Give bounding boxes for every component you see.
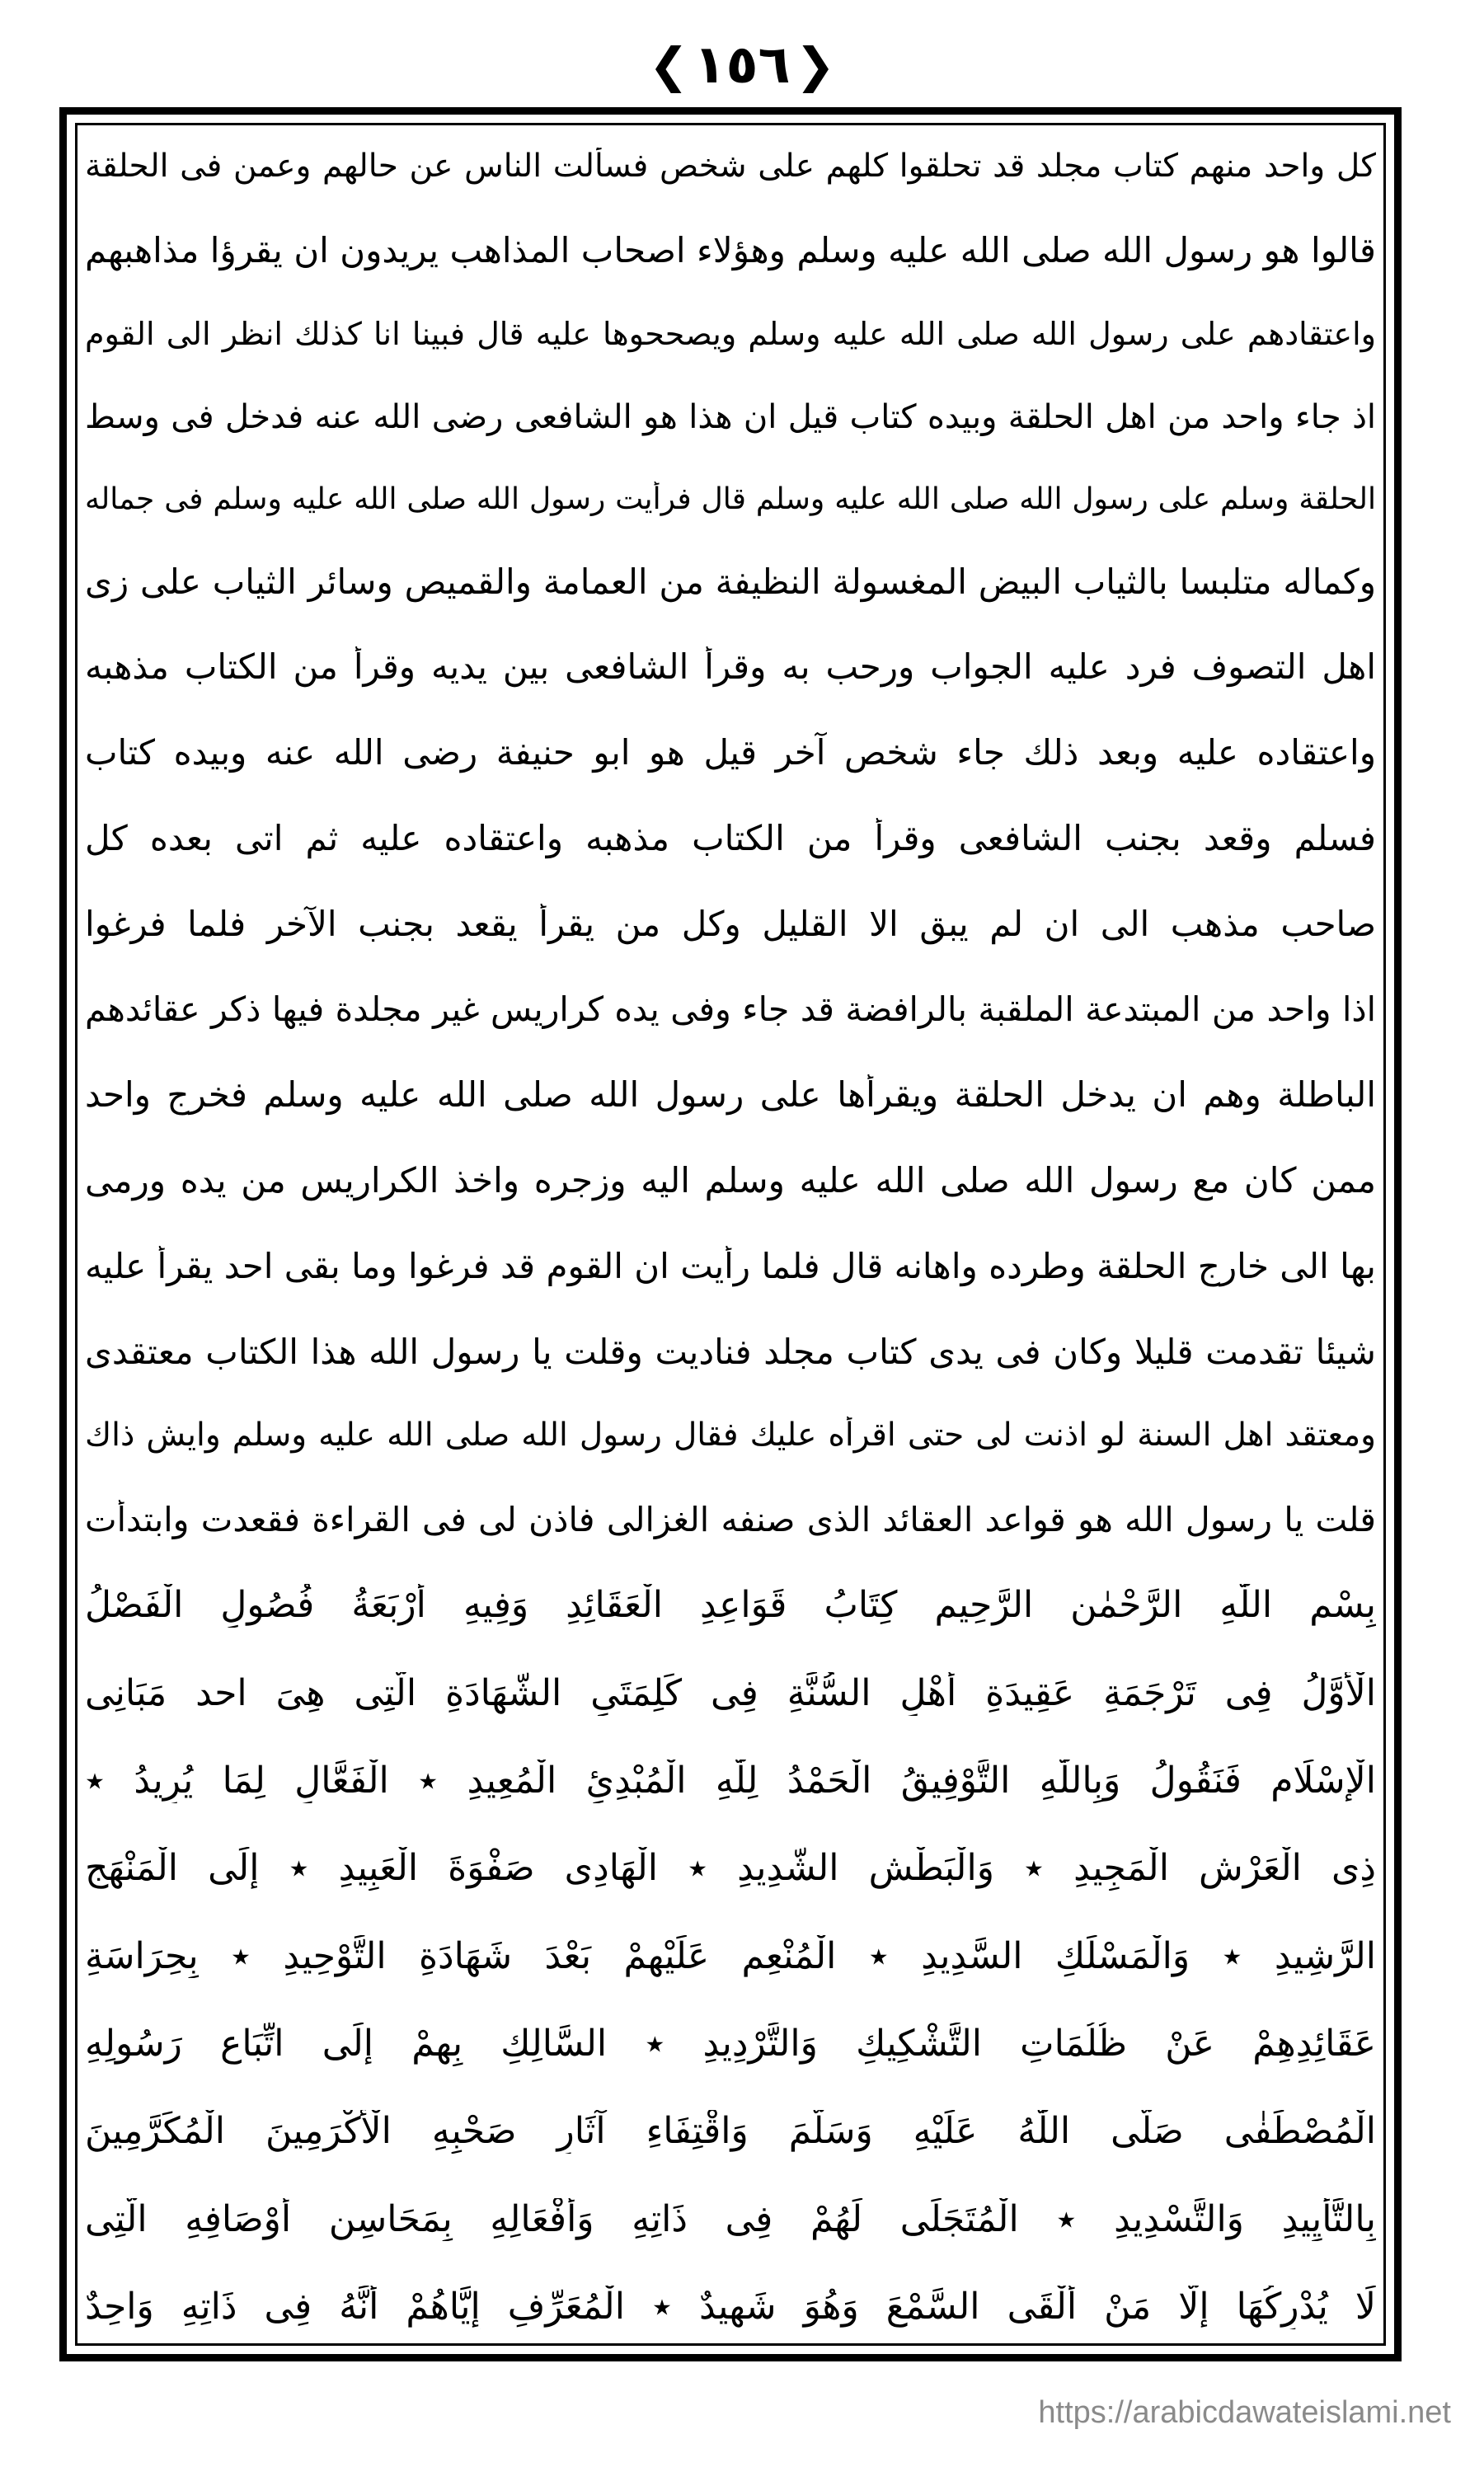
vocalized-text-line: بِالتَّأْيِيدِ وَالتَّسْدِيدِ ٭ الْمُتَجَلِّى لَهُمْ فِى ذَاتِهِ وَأَفْعَالِهِ بِمَحَاسِنِ أَوْصَافِهِ الَّتِى xyxy=(85,2197,1376,2240)
page-header xyxy=(0,28,1484,102)
text-line: اذا واحد من المبتدعة الملقبة بالرافضة قد جاء وفى يده كراريس غير مجلدة فيها ذكر عقائدهم xyxy=(85,989,1376,1030)
vocalized-text-line: الْأَوَّلُ فِى تَرْجَمَةِ عَقِيدَةِ أَهْلِ السُّنَّةِ فِى كَلِمَتَىِ الشَّهَادَةِ الَّتِى هِىَ احد مَبَانِى xyxy=(85,1671,1376,1714)
vocalized-text-line: الرَّشِيدِ ٭ وَالْمَسْلَكِ السَّدِيدِ ٭ الْمُنْعِمِ عَلَيْهِمْ بَعْدَ شَهَادَةِ التَّوْحِيدِ ٭ بِحِرَاسَةِ xyxy=(85,1934,1376,1977)
text-line: واعتقاده عليه وبعد ذلك جاء شخص آخر قيل هو ابو حنيفة رضى الله عنه وبيده كتاب xyxy=(85,732,1376,773)
text-line: الباطلة وهم ان يدخل الحلقة ويقرأها على رسول الله صلى الله عليه وسلم فخرج واحد xyxy=(85,1074,1376,1115)
text-line: واعتقادهم على رسول الله صلى الله عليه وسلم ويصححوها عليه قال فبينا انا كذلك انظر الى القوم xyxy=(85,316,1376,353)
text-line: اهل التصوف فرد عليه الجواب ورحب به وقرأ الشافعى بين يديه وقرأ من الكتاب مذهبه xyxy=(85,646,1376,688)
vocalized-text-line: ذِى الْعَرْشِ الْمَجِيدِ ٭ وَالْبَطْشِ الشَّدِيدِ ٭ الْهَادِى صَفْوَةَ الْعَبِيدِ ٭ إِلَى الْمَنْهَجِ xyxy=(85,1847,1376,1890)
source-watermark: https://arabicdawateislami.net xyxy=(1038,2395,1451,2430)
body-text xyxy=(85,148,1376,2329)
text-line: ومعتقد اهل السنة لو اذنت لى حتى اقرأه عليك فقال رسول الله صلى الله عليه وسلم وايش ذاك xyxy=(85,1417,1376,1454)
text-line: اذ جاء واحد من اهل الحلقة وبيده كتاب قيل ان هذا هو الشافعى رضى الله عنه فدخل فى وسط xyxy=(85,398,1376,437)
vocalized-text-line: لَا يُدْرِكُهَا إِلَّا مَنْ أَلْقَى السَّمْعَ وَهُوَ شَهِيدٌ ٭ الْمُعَرِّفِ إِيَّاهُمْ أَنَّهُ فِى ذَاتِهِ وَاحِدٌ xyxy=(85,2285,1376,2328)
text-line: قالوا هو رسول الله صلى الله عليه وسلم وهؤلاء اصحاب المذاهب يريدون ان يقرؤا مذاهبهم xyxy=(85,230,1376,271)
text-line: شيئا تقدمت قليلا وكان فى يدى كتاب مجلد فناديت وقلت يا رسول الله هذا الكتاب معتقدى xyxy=(85,1331,1376,1372)
page-number: ١٥٦ xyxy=(693,35,791,96)
page-number-ornament xyxy=(649,35,835,96)
page-frame xyxy=(59,107,1402,2361)
vocalized-text-line: عَقَائِدِهِمْ عَنْ ظُلُمَاتِ التَّشْكِيكِ وَالتَّرْدِيدِ ٭ السَّالِكِ بِهِمْ إِلَى اتِّبَاعِ رَسُولِهِ xyxy=(85,2022,1376,2065)
vocalized-text-line: الْمُصْطَفٰى صَلَّى اللّٰهُ عَلَيْهِ وَسَلَّمَ وَاقْتِفَاءِ آثَارِ صَحْبِهِ الْأَكْرَمِينَ الْمُكَرَّمِينَ xyxy=(85,2110,1376,2153)
ornament-right-icon: ❯ xyxy=(795,37,836,93)
text-line: بها الى خارج الحلقة وطرده واهانه قال فلما رأيت ان القوم قد فرغوا وما بقى احد يقرأ عليه xyxy=(85,1245,1376,1286)
vocalized-text-line: الْإِسْلَامِ فَنَقُولُ وَبِاللّٰهِ التَّوْفِيقُ الْحَمْدُ لِلّٰهِ الْمُبْدِئِ الْمُعِيدِ ٭ الْفَعَّالِ لِمَا يُرِيدُ ٭ xyxy=(85,1760,1376,1802)
vocalized-text-line: بِسْمِ اللّٰهِ الرَّحْمٰنِ الرَّحِيمِ كِتَابُ قَوَاعِدِ الْعَقَائِدِ وَفِيهِ أَرْبَعَةُ فُصُولٍ الْفَصْلُ xyxy=(85,1584,1376,1627)
text-line: وكماله متلبسا بالثياب البيض المغسولة النظيفة من العمامة والقميص وسائر الثياب على زى xyxy=(85,561,1376,602)
text-line: قلت يا رسول الله هو قواعد العقائد الذى صنفه الغزالى فاذن لى فى القراءة فقعدت وابتدأت xyxy=(85,1499,1376,1539)
text-line: صاحب مذهب الى ان لم يبق الا القليل وكل من يقرأ يقعد بجنب الآخر فلما فرغوا xyxy=(85,904,1376,945)
text-line: الحلقة وسلم على رسول الله صلى الله عليه وسلم قال فرأيت رسول الله صلى الله عليه وسلم فى جماله xyxy=(85,482,1376,516)
ornament-left-icon: ❮ xyxy=(648,37,689,93)
text-line: فسلم وقعد بجنب الشافعى وقرأ من الكتاب مذهبه واعتقاده عليه ثم اتى بعده كل xyxy=(85,818,1376,859)
text-line: ممن كان مع رسول الله صلى الله عليه وسلم اليه وزجره واخذ الكراريس من يده ورمى xyxy=(85,1159,1376,1201)
text-line: كل واحد منهم كتاب مجلد قد تحلقوا كلهم على شخص فسألت الناس عن حالهم وعمن فى الحلقة xyxy=(85,148,1376,185)
